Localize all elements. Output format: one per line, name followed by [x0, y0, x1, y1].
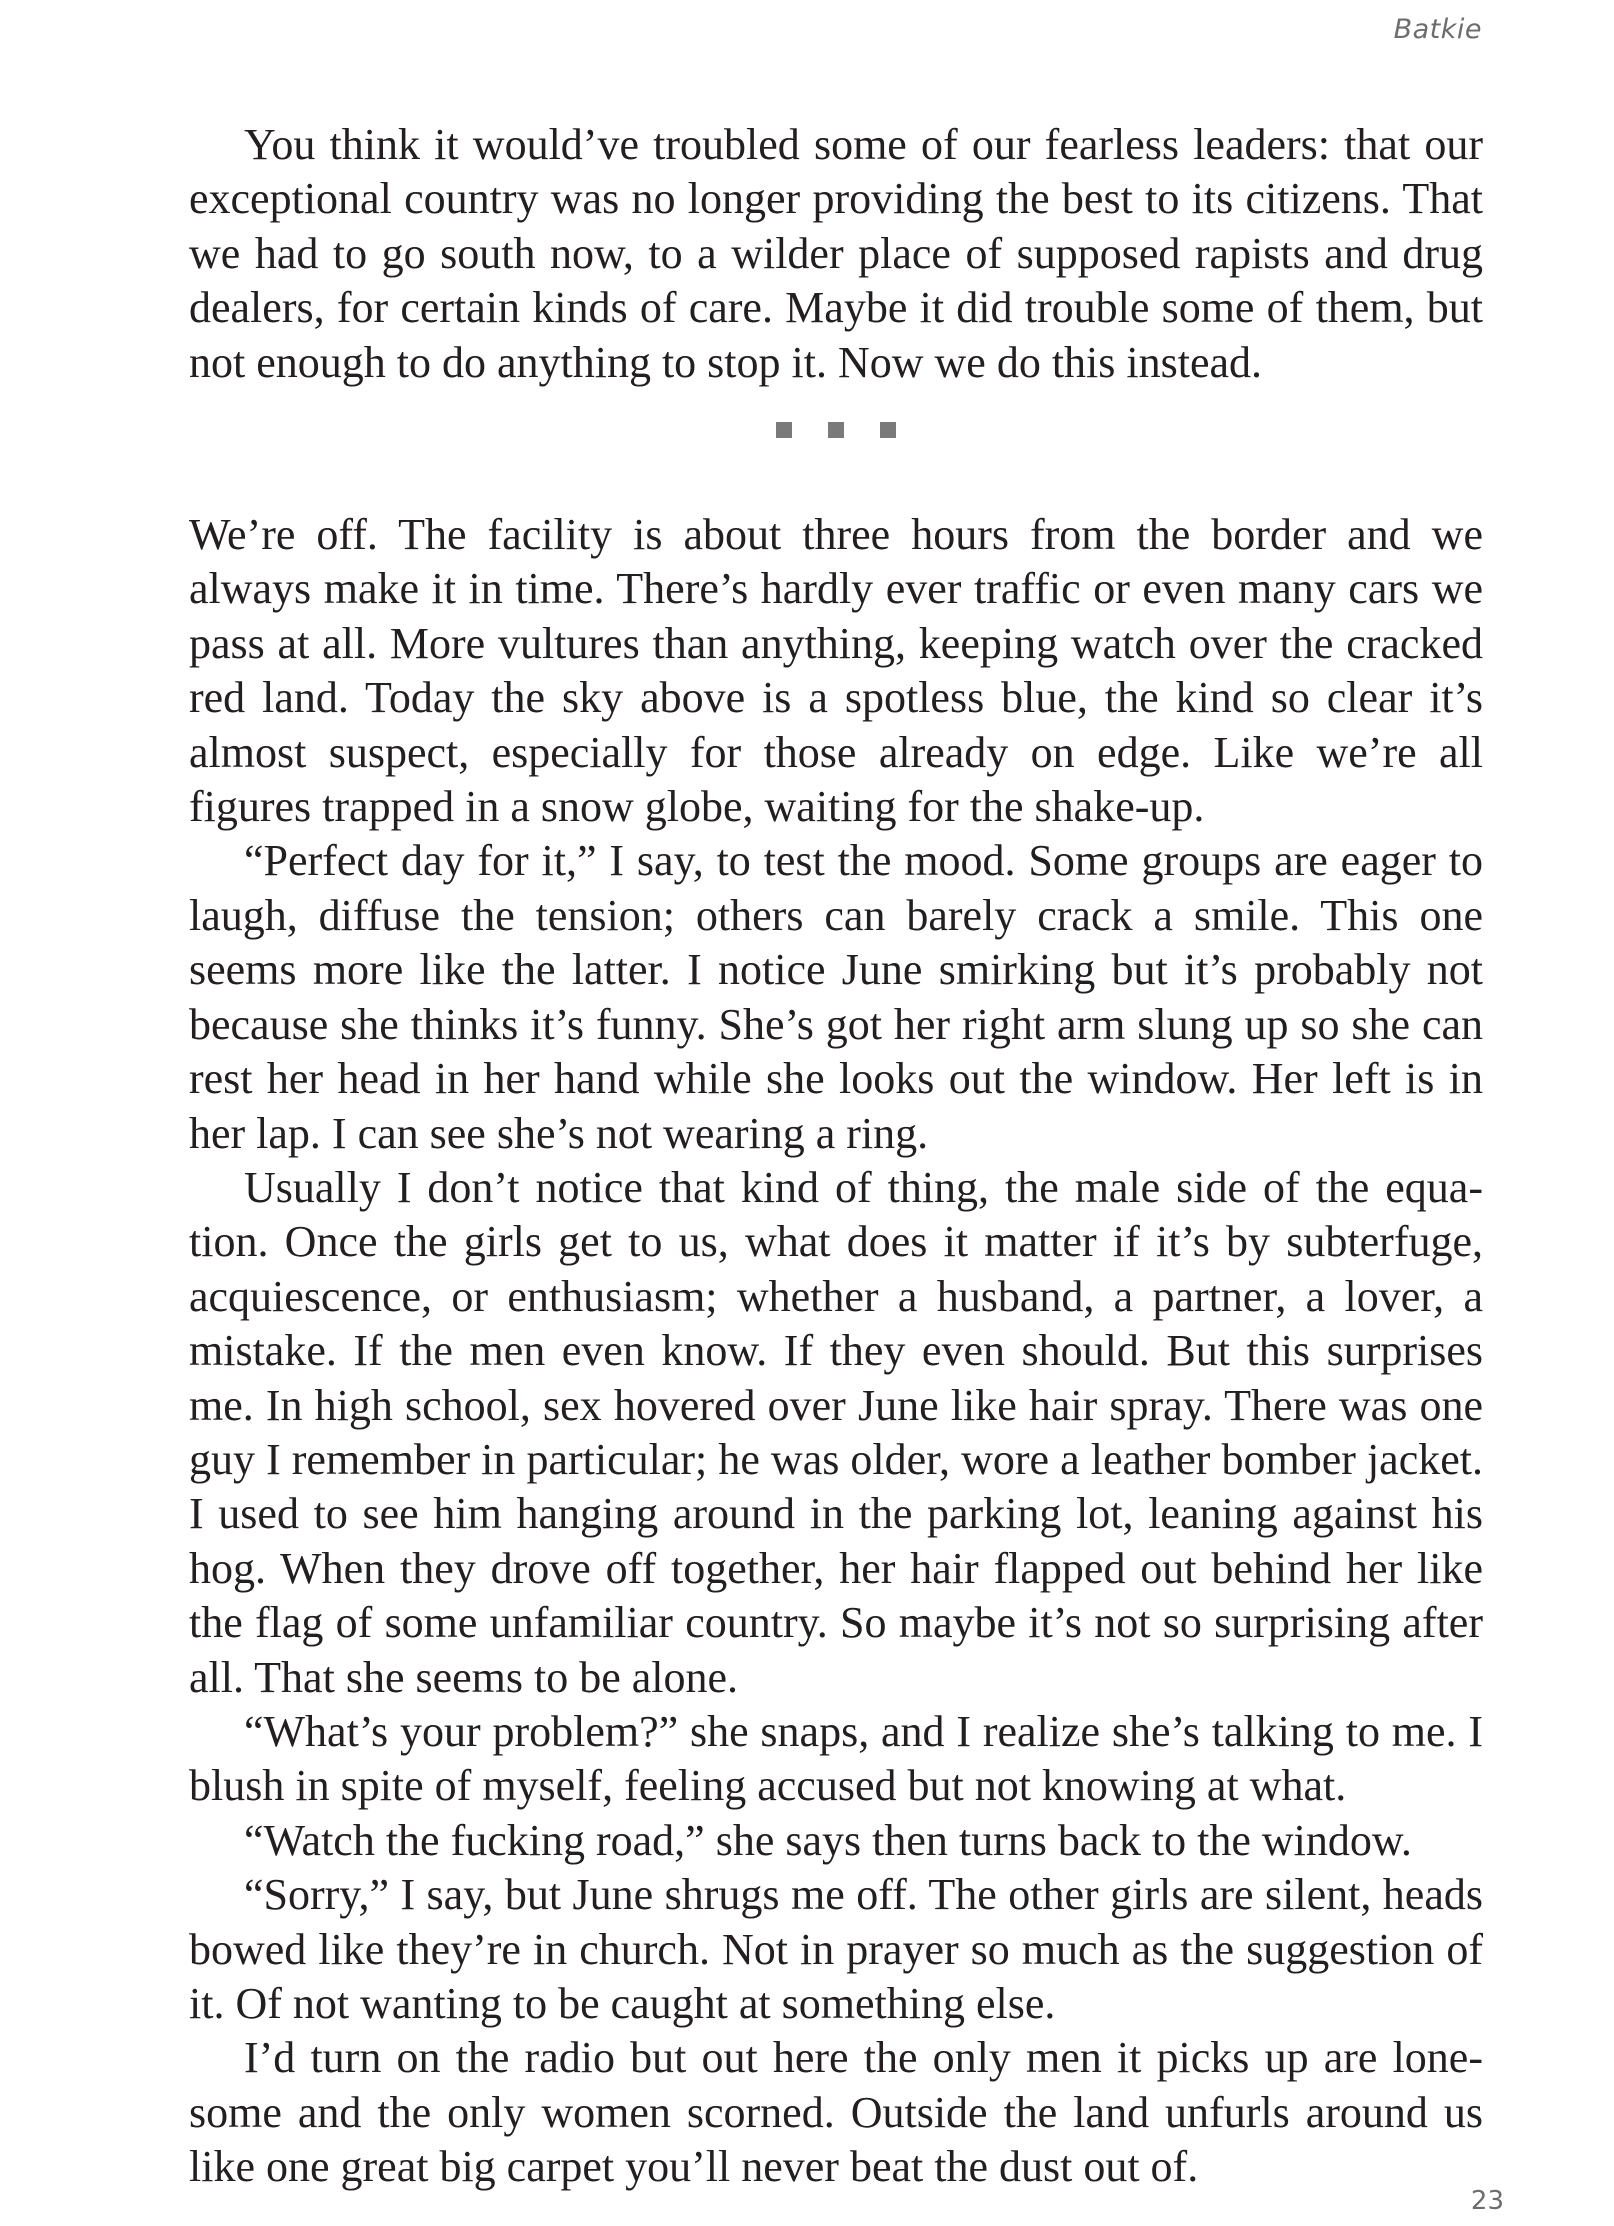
paragraph: “Sorry,” I say, but June shrugs me off. The other girls are silent, heads bowed like they’re in church. Not in prayer so much as the suggestion of it. Of not wanting to be caught at something else.: [189, 1870, 1483, 2028]
section-break-square-icon: [880, 422, 896, 438]
paragraph: “What’s your problem?” she snaps, and I realize she’s talking to me. I blush in spite of myself, feeling accused but not knowing at what.: [189, 1706, 1483, 1811]
paragraph: Usually I don’t notice that kind of thing, the male side of the equa-tion. Once the girls get to us, what does it matter if it’s by subterfuge, acquiescence, or enthusiasm; whether a husband, a partner, a lover, a mistake. If the men even know. If they even should. But this surprises me. In high school, sex hovered over June like hair spray. There was one guy I remember in particular; he was older, wore a leather bomber jacket. I used to see him hanging around in the parking lot, leaning against his hog. When they drove off together, her hair flapped out behind her like the flag of some unfamiliar country. So maybe it’s not so surprising after all. That she seems to be alone.: [189, 1162, 1483, 1702]
paragraph: “Perfect day for it,” I say, to test the mood. Some groups are eager to laugh, diffuse the tension; others can barely crack a smile. This one seems more like the latter. I notice June smirking but it’s probably not because she thinks it’s funny. She’s got her right arm slung up so she can rest her head in her hand while she looks out the window. Her left is in her lap. I can see she’s not wearing a ring.: [189, 836, 1483, 1158]
paragraph: “Watch the fucking road,” she says then turns back to the window.: [244, 1815, 1412, 1865]
section-break-square-icon: [776, 422, 792, 438]
section-break: [189, 390, 1483, 508]
paragraph: I’d turn on the radio but out here the only men it picks up are lone-some and the only women scorned. Outside the land unfurls around us like one great big carpet you’ll never beat the dust out of.: [189, 2033, 1483, 2192]
paragraph: You think it would’ve troubled some of our fearless leaders: that our exceptional country was no longer providing the best to its citizens. That we had to go south now, to a wilder place of supposed rapists and drug dealers, for certain kinds of care. Maybe it did trouble some of them, but not enough to do anything to stop it. Now we do this instead.: [189, 120, 1483, 387]
body-text: [189, 118, 1483, 2195]
section-break-square-icon: [828, 422, 844, 438]
page-number: 23: [1470, 2186, 1504, 2216]
running-head: Batkie: [1393, 14, 1482, 45]
paragraph: We’re off. The facility is about three hours from the border and we always make it in time. There’s hardly ever traffic or even many cars we pass at all. More vultures than anything, keeping watch over the cracked red land. Today the sky above is a spotless blue, the kind so clear it’s almost suspect, especially for those already on edge. Like we’re all figures trapped in a snow globe, waiting for the shake-up.: [189, 510, 1483, 832]
